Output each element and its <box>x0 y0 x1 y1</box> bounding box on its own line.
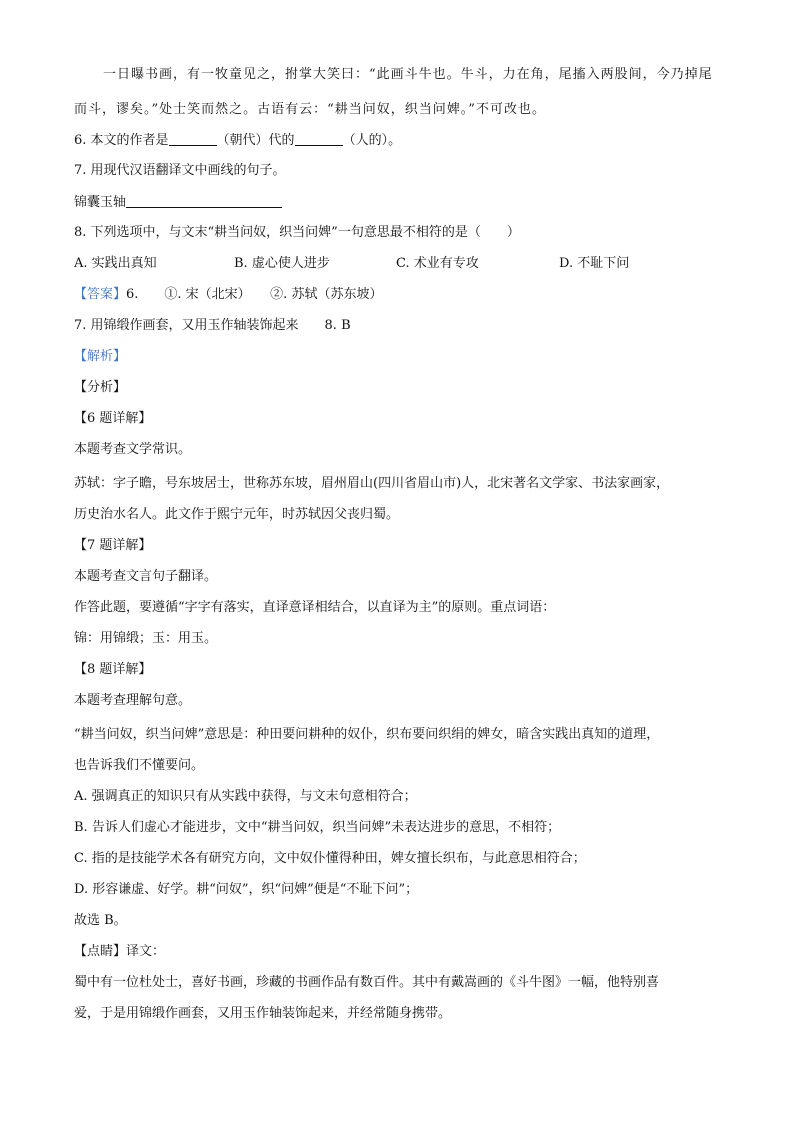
option-b: B. 虚心使人进步 <box>234 256 330 271</box>
option-d: D. 不耻下问 <box>559 256 630 271</box>
option-a: A. 实践出真知 <box>74 256 157 271</box>
q7-phrase: 锦囊玉轴 <box>74 195 127 210</box>
detail-6-heading: 【6 题详解】 <box>74 411 152 426</box>
option-c: C. 术业有专攻 <box>396 256 479 271</box>
answer-line <box>74 286 734 304</box>
q6-blank-2 <box>295 131 343 146</box>
q6-pre: 6. 本文的作者是 <box>74 133 169 148</box>
detail-6-line-1: 本题考查文学常识。 <box>74 442 192 457</box>
detail-8-heading: 【8 题详解】 <box>74 662 152 677</box>
q6-post: （人的）。 <box>342 133 402 148</box>
detail-7-line-3: 锦：用锦缎；玉：用玉。 <box>74 631 218 646</box>
q6-blank-1 <box>169 131 217 146</box>
passage-line-2: 而斗，谬矣。”处士笑而然之。古语有云：“耕当问奴，织当问婢。”不可改也。 <box>74 102 546 117</box>
question-8: 8. 下列选项中，与文末“耕当问奴，织当问婢”一句意思最不相符的是（ ） <box>74 225 520 240</box>
translation-line-2: 爱，于是用锦缎作画套，又用玉作轴装饰起来，并经常随身携带。 <box>74 1006 452 1021</box>
question-7: 7. 用现代汉语翻译文中画线的句子。 <box>74 163 286 178</box>
detail-8-option-c: C. 指的是技能学术各有研究方向，文中奴仆懂得种田，婢女擅长织布，与此意思相符合； <box>74 851 586 866</box>
detail-7-line-1: 本题考查文言句子翻译。 <box>74 569 218 584</box>
detail-8-conclusion: 故选 B。 <box>74 913 127 928</box>
fenxi-tag: 【分析】 <box>74 380 127 395</box>
detail-6-line-2: 苏轼：字子瞻，号东坡居士，世称苏东坡，眉州眉山(四川省眉山市)人，北宋著名文学家、书法家画家， <box>74 476 670 491</box>
dianjing-heading: 【点睛】译文： <box>74 944 166 959</box>
answer-q7-q8: 7. 用锦缎作画套，又用玉作轴装饰起来 8. B <box>74 318 351 333</box>
answer-q6: 6. ①. 宋（北宋） ②. 苏轼（苏东坡） <box>126 287 383 302</box>
detail-7-line-2: 作答此题，要遵循“字字有落实，直译意译相结合，以直译为主”的原则。重点词语： <box>74 600 556 615</box>
detail-8-option-b: B. 告诉人们虚心才能进步，文中“耕当问奴，织当问婢”未表达进步的意思，不相符； <box>74 820 561 835</box>
q7-blank <box>126 193 282 208</box>
translation-line-1: 蜀中有一位杜处士，喜好书画，珍藏的书画作品有数百件。其中有戴嵩画的《斗牛图》一幅，他特别喜 <box>74 975 660 990</box>
detail-8-line-2: “耕当问奴，织当问婢”意思是：种田要问耕种的奴仆，织布要问织绢的婢女，暗含实践出真知的道理， <box>74 727 660 742</box>
detail-8-option-d: D. 形容谦虚、好学。耕“问奴”，织“问婢”便是“不耻下问”； <box>74 882 419 897</box>
answer-tag: 【答案】 <box>74 287 127 302</box>
detail-6-line-3: 历史治水名人。此文作于熙宁元年，时苏轼因父丧归蜀。 <box>74 507 400 522</box>
analysis-tag: 【解析】 <box>74 349 127 364</box>
detail-8-option-a: A. 强调真正的知识只有从实践中获得，与文末句意相符合； <box>74 789 417 804</box>
detail-8-line-1: 本题考查理解句意。 <box>74 693 192 708</box>
detail-7-heading: 【7 题详解】 <box>74 538 152 553</box>
q6-mid: （朝代）代的 <box>216 133 295 148</box>
passage-line-1: 一日曝书画，有一牧童见之，拊掌大笑曰：“此画斗牛也。牛斗，力在角，尾搐入两股间，今乃掉尾 <box>103 67 713 82</box>
detail-8-line-3: 也告诉我们不懂要问。 <box>74 758 205 773</box>
question-7-phrase-line <box>74 193 734 212</box>
question-6 <box>74 131 734 150</box>
